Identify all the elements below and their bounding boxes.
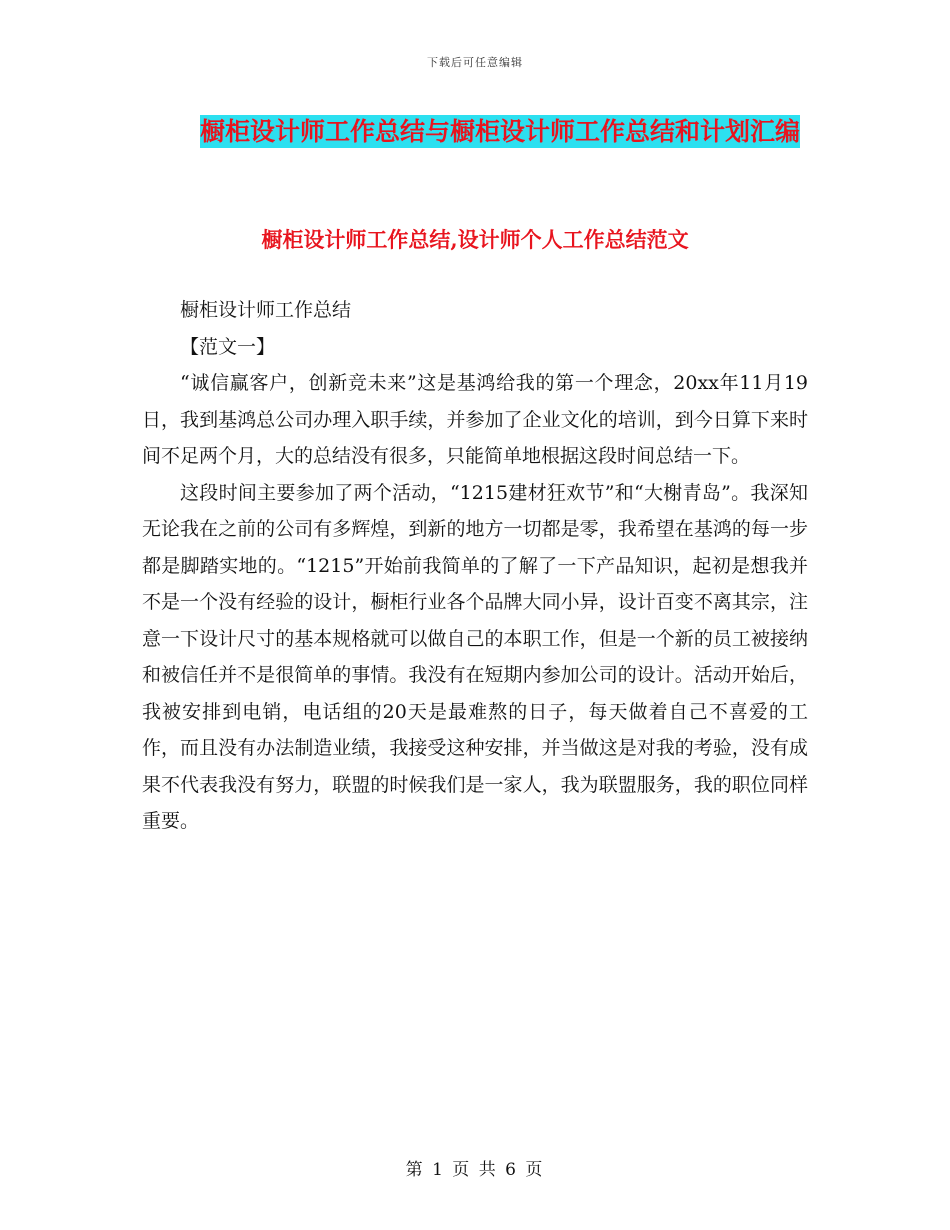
document-body [142, 292, 808, 840]
paragraph-label: 【范文一】 [180, 335, 276, 358]
paragraph: 这段时间主要参加了两个活动，“1215建材狂欢节”和“大榭青岛”。我深知无论我在之前的公司有多辉煌，到新的地方一切都是零，我希望在基鸿的每一步都是脚踏实地的。“1215”开始前我简单的了解了一下产品知识，起初是想我并不是一个没有经验的设计，橱柜行业各个品牌大同小异，设计百变不离其宗，注意一下设计尺寸的基本规格就可以做自己的本职工作，但是一个新的员工被接纳和被信任并不是很简单的事情。我没有在短期内参加公司的设计。活动开始后，我被安排到电销，电话组的20天是最难熬的日子，每天做着自己不喜爱的工作，而且没有办法制造业绩，我接受这种安排，并当做这是对我的考验，没有成果不代表我没有努力，联盟的时候我们是一家人，我为联盟服务，我的职位同样重要。 [142, 481, 808, 832]
paragraph: “诚信赢客户，创新竞未来”这是基鸿给我的第一个理念，20xx年11月19日，我到基鸿总公司办理入职手续，并参加了企业文化的培训，到今日算下来时间不足两个月，大的总结没有很多，只能简单地根据这段时间总结一下。 [142, 372, 808, 467]
document-title-text: 橱柜设计师工作总结与橱柜设计师工作总结和计划汇编 [199, 117, 800, 146]
document-title [190, 112, 810, 152]
section-title: 橱柜设计师工作总结,设计师个人工作总结范文 [261, 227, 689, 252]
header-note: 下载后可任意编辑 [427, 56, 523, 69]
page-number: 第 1 页 共 6 页 [405, 1160, 545, 1180]
paragraph-heading: 橱柜设计师工作总结 [180, 299, 352, 321]
